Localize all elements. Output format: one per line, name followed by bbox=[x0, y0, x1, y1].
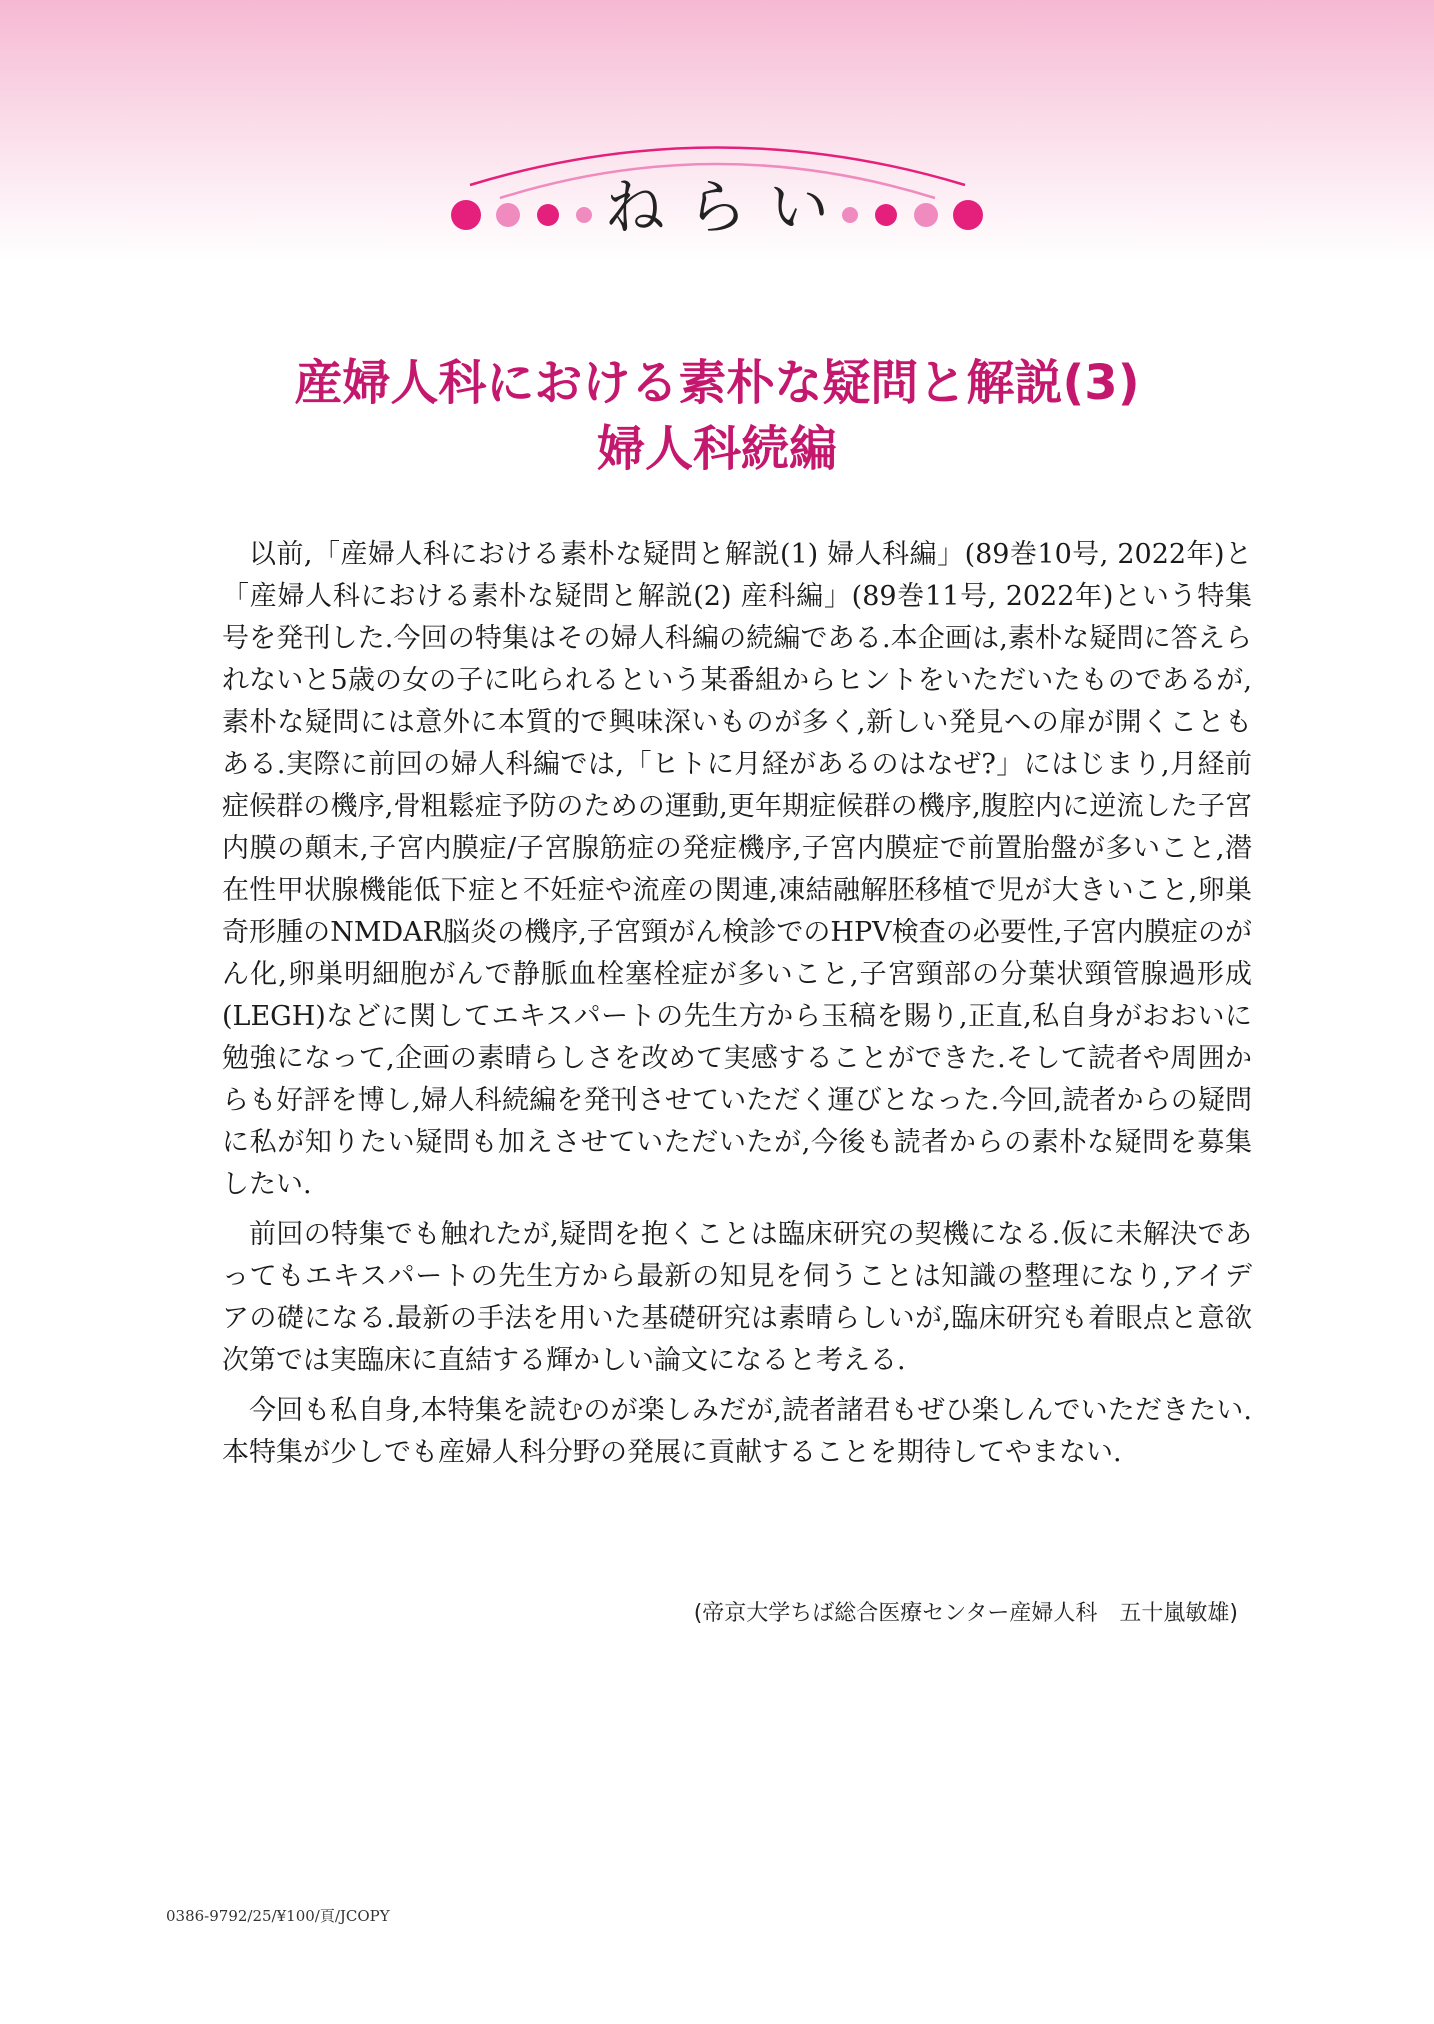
section-label: ねらい bbox=[605, 173, 851, 243]
author-affiliation: (帝京大学ちば総合医療センター産婦人科 五十嵐敏雄) bbox=[693, 1601, 1238, 1626]
article-title-line-2: 婦人科続編 bbox=[596, 421, 837, 477]
footer-copyright-code: 0386-9792/25/¥100/頁/JCOPY bbox=[166, 1907, 390, 1925]
article-title bbox=[0, 350, 1434, 482]
article-title-line-1: 産婦人科における素朴な疑問と解説(3) bbox=[294, 355, 1140, 411]
body-paragraph: 今回も私自身,本特集を読むのが楽しみだが,読者諸君もぜひ楽しんでいただきたい.本特集が少しでも産婦人科分野の発展に貢献することを期待してやまない. bbox=[222, 1395, 1252, 1468]
body-paragraph: 前回の特集でも触れたが,疑問を抱くことは臨床研究の契機になる.仮に未解決であってもエキスパートの先生方から最新の知見を伺うことは知識の整理になり,アイデアの礎になる.最新の手法を用いた基礎研究は素晴らしいが,臨床研究も着眼点と意欲次第では実臨床に直結する輝かしい論文になると考える. bbox=[222, 1219, 1252, 1376]
body-text bbox=[222, 534, 1252, 1482]
body-paragraph: 以前,「産婦人科における素朴な疑問と解説(1) 婦人科編」(89巻10号, 2022年)と「産婦人科における素朴な疑問と解説(2) 産科編」(89巻11号, 2022年)という特集号を発刊した.今回の特集はその婦人科編の続編である.本企画は,素朴な疑問に答えられないと5歳の女の子に叱られるという某番組からヒントをいただいたものであるが,素朴な疑問には意外に本質的で興味深いものが多く,新しい発見への扉が開くこともある.実際に前回の婦人科編では,「ヒトに月経があるのはなぜ?」にはじまり,月経前症候群の機序,骨粗鬆症予防のための運動,更年期症候群の機序,腹腔内に逆流した子宮内膜の顛末,子宮内膜症/子宮腺筋症の発症機序,子宮内膜症で前置胎盤が多いこと,潜在性甲状腺機能低下症と不妊症や流産の関連,凍結融解胚移植で児が大きいこと,卵巣奇形腫のNMDAR脳炎の機序,子宮頸がん検診でのHPV検査の必要性,子宮内膜症のがん化,卵巣明細胞がんで静脈血栓塞栓症が多いこと,子宮頸部の分葉状頸管腺過形成(LEGH)などに関してエキスパートの先生方から玉稿を賜り,正直,私自身がおおいに勉強になって,企画の素晴らしさを改めて実感することができた.そして読者や周囲からも好評を博し,婦人科続編を発刊させていただく運びとなった.今回,読者からの疑問に私が知りたい疑問も加えさせていただいたが,今後も読者からの素朴な疑問を募集したい. bbox=[222, 539, 1252, 1200]
